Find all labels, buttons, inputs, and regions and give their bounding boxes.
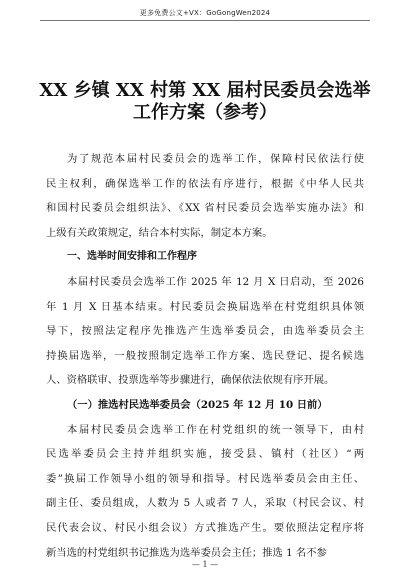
paragraph-line: 民选举委员会主持并组织实施，接受县、镇村（社区）“两 [46,448,364,461]
subsection-heading: （一）推选村民选举委员会（2025 年 12 月 10 日前） [67,398,328,411]
paragraph-line: 本届村民委员会选举工作在村党组织的统一领导下，由村 [67,423,364,436]
paragraph-line: 持换届选举，一般按照制定选举工作方案、选民登记、提名候选 [46,349,364,362]
paragraph-line: 民代表会议、村民小组会议）方式推选产生。要依照法定程序将 [46,521,364,534]
paragraph-line: 年 1 月 X 日基本结束。村民委员会换届选举在村党组织具体领 [46,300,364,313]
paragraph-line: 人、资格联审、投票选举等步骤进行，确保依法依规有序开展。 [46,374,335,387]
page-number: — 1 — [191,560,219,569]
paragraph-line: 新当选的村党组织书记推选为选举委员会主任；推选 1 名不参 [46,546,327,559]
paragraph-line: 副主任、委员组成，人数为 5 人或者 7 人，采取（村民会议、村 [46,497,364,510]
paragraph-line: 上级有关政策规定，结合本村实际，制定本方案。 [46,226,273,239]
header-divider [40,20,370,21]
paragraph-line: 民主权利，确保选举工作的依法有序进行，根据《中华人民共 [46,177,364,190]
section-heading: 一、选举时间安排和工作程序 [67,251,197,263]
paragraph-line: 本届村民委员会选举工作 2025 年 12 月 X 日启动，至 2026 [67,275,364,288]
paragraph-line: 为了规范本届村民委员会的选举工作，保障村民依法行使 [67,153,364,165]
paragraph-line: 导下，按照法定程序先推选产生选举委员会，由选举委员会主 [46,325,364,338]
paragraph-line: 委”换届工作领导小组的领导和指导。村民选举委员会由主任、 [46,472,364,485]
header-note: 更多免费公文+VX：GoGongWen2024 [139,9,271,17]
document-title-line-2: 工作方案（参考） [133,102,277,123]
paragraph-line: 和国村民委员会组织法》、《XX 省村民委员会选举实施办法》和 [46,202,364,215]
document-body [46,147,364,565]
document-title-line-1: XX 乡镇 XX 村第 XX 届村民委员会选举 [39,80,371,101]
